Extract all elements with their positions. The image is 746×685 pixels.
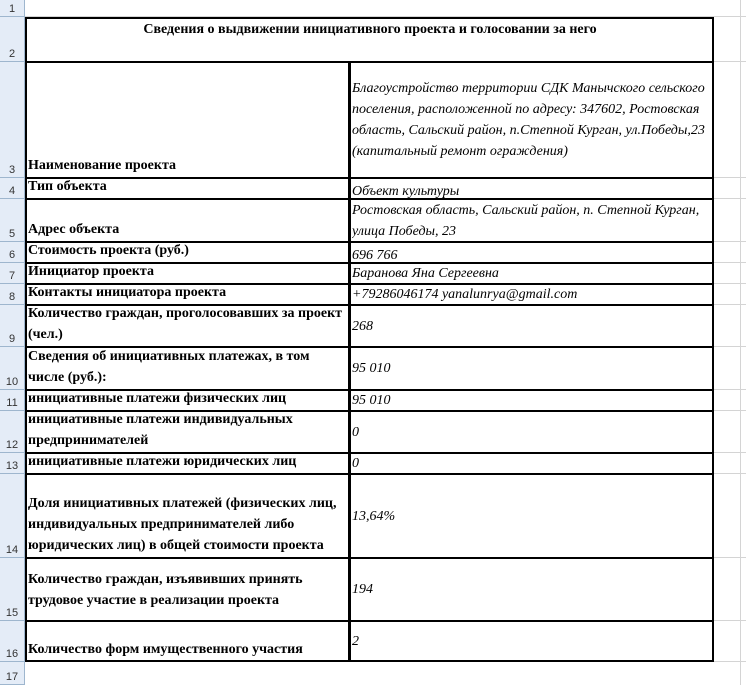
row-header-8[interactable]: 8 bbox=[0, 284, 24, 305]
field-label[interactable]: Количество граждан, проголосовавших за проект (чел.) bbox=[28, 306, 343, 342]
field-value[interactable]: 2 bbox=[352, 634, 359, 649]
row-header-9[interactable]: 9 bbox=[0, 305, 24, 347]
row-header-2[interactable]: 2 bbox=[0, 17, 24, 62]
row-header-17[interactable]: 17 bbox=[0, 662, 24, 685]
gridline bbox=[740, 0, 741, 685]
row-header-4[interactable]: 4 bbox=[0, 178, 24, 199]
field-value[interactable]: 0 bbox=[352, 456, 359, 471]
field-label[interactable]: Доля инициативных платежей (физических лиц, индивидуальных предпринимателей либо юридических лиц) в общей стоимости проекта bbox=[28, 496, 337, 553]
row-header-11[interactable]: 11 bbox=[0, 390, 24, 411]
field-label[interactable]: инициативные платежи индивидуальных предпринимателей bbox=[28, 412, 293, 448]
table-title[interactable]: Сведения о выдвижении инициативного проекта и голосовании за него bbox=[143, 22, 597, 37]
row-header-13[interactable]: 13 bbox=[0, 453, 24, 474]
field-value[interactable]: Объект культуры bbox=[352, 184, 460, 198]
field-label[interactable]: Количество граждан, изъявивших принять трудовое участие в реализации проекта bbox=[28, 571, 303, 608]
field-label[interactable]: инициативные платежи юридических лиц bbox=[28, 454, 297, 469]
row-header-16[interactable]: 16 bbox=[0, 621, 24, 662]
row-header-15[interactable]: 15 bbox=[0, 558, 24, 621]
field-value[interactable]: 696 766 bbox=[352, 248, 398, 262]
field-label[interactable]: Контакты инициатора проекта bbox=[28, 285, 227, 300]
field-label[interactable]: Адрес объекта bbox=[28, 222, 120, 237]
field-value[interactable]: 268 bbox=[352, 318, 373, 334]
field-value[interactable]: +79286046174 yanalunrya@gmail.com bbox=[352, 287, 578, 302]
field-value[interactable]: 0 bbox=[352, 424, 359, 440]
field-label[interactable]: Наименование проекта bbox=[28, 158, 177, 173]
field-label[interactable]: инициативные платежи физических лиц bbox=[28, 391, 287, 406]
row-header-10[interactable]: 10 bbox=[0, 347, 24, 390]
field-label[interactable]: Стоимость проекта (руб.) bbox=[28, 243, 189, 258]
row-header-6[interactable]: 6 bbox=[0, 242, 24, 263]
field-label[interactable]: Количество форм имущественного участия bbox=[28, 642, 303, 657]
row-header-12[interactable]: 12 bbox=[0, 411, 24, 453]
row-header-1[interactable]: 1 bbox=[0, 0, 24, 17]
row-header-3[interactable]: 3 bbox=[0, 62, 24, 178]
table-column-divider bbox=[348, 62, 351, 662]
field-value[interactable]: 95 010 bbox=[352, 361, 391, 376]
field-value[interactable]: Ростовская область, Сальский район, п. Степной Курган, улица Победы, 23 bbox=[352, 202, 700, 239]
row-header-5[interactable]: 5 bbox=[0, 199, 24, 242]
field-label[interactable]: Тип объекта bbox=[28, 179, 107, 194]
field-value[interactable]: Баранова Яна Сергеевна bbox=[352, 266, 499, 281]
field-value[interactable]: 194 bbox=[352, 582, 373, 597]
field-label[interactable]: Сведения об инициативных платежах, в том числе (руб.): bbox=[28, 349, 310, 385]
field-label[interactable]: Инициатор проекта bbox=[28, 264, 154, 279]
row-header-14[interactable]: 14 bbox=[0, 474, 24, 558]
row-header-7[interactable]: 7 bbox=[0, 263, 24, 284]
field-value[interactable]: Благоустройство территории СДК Манычского сельского поселения, расположенной по адресу: 347602, Ростовская область, Сальский район, п.Степной Курган, ул.Победы,23 (капитальный ремонт ограждения) bbox=[352, 81, 705, 159]
field-value[interactable]: 95 010 bbox=[352, 393, 391, 408]
field-value[interactable]: 13,64% bbox=[352, 508, 396, 524]
